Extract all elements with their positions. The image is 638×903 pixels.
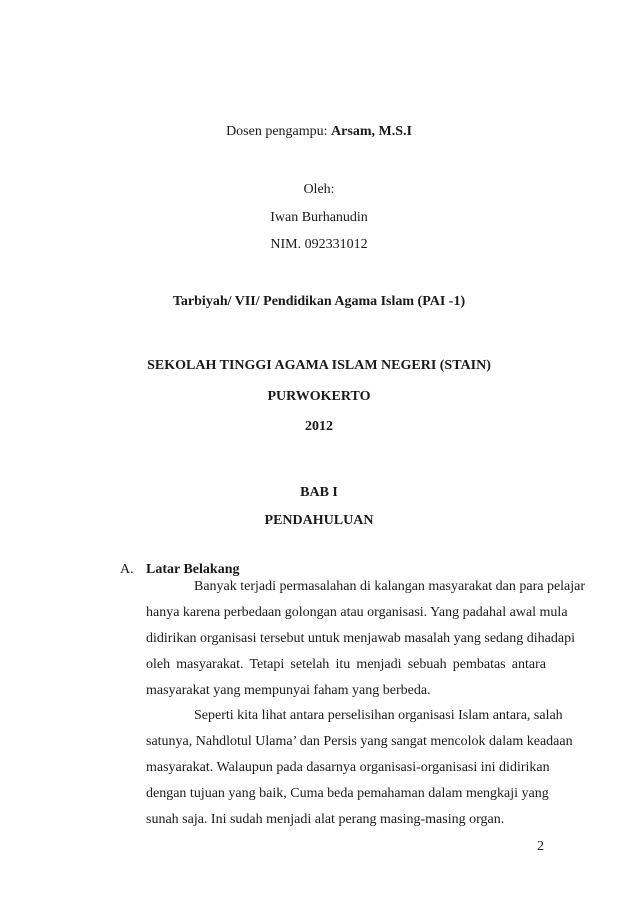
lecturer-line bbox=[0, 123, 638, 141]
lecturer-label: Dosen pengampu: bbox=[226, 124, 332, 139]
paragraph1-line-4: oleh masyarakat. Tetapi setelah itu menjadi sebuah pembatas antara bbox=[146, 657, 546, 672]
institution-name: SEKOLAH TINGGI AGAMA ISLAM NEGERI (STAIN) bbox=[147, 358, 491, 373]
program-line: Tarbiyah/ VII/ Pendidikan Agama Islam (PAI -1) bbox=[172, 294, 466, 309]
page-number: 2 bbox=[537, 839, 544, 854]
section-marker: A. bbox=[120, 562, 134, 577]
paragraph2-line-5: sunah saja. Ini sudah menjadi alat perang masing-masing organ. bbox=[146, 812, 505, 827]
author-name: Iwan Burhanudin bbox=[270, 210, 368, 225]
chapter-title: PENDAHULUAN bbox=[264, 513, 374, 528]
paragraph1-line-2: hanya karena perbedaan golongan atau organisasi. Yang padahal awal mula bbox=[146, 605, 568, 620]
section-heading: Latar Belakang bbox=[146, 562, 240, 577]
paragraph2-line-3: masyarakat. Walaupun pada dasarnya organisasi-organisasi ini didirikan bbox=[146, 760, 550, 775]
chapter-number: BAB I bbox=[300, 485, 338, 500]
paragraph2-line-2: satunya, Nahdlotul Ulama’ dan Persis yang sangat mencolok dalam keadaan bbox=[146, 734, 573, 749]
lecturer-name: Arsam, M.S.I bbox=[331, 124, 412, 139]
paragraph1-line-3: didirikan organisasi tersebut untuk menjawab masalah yang sedang dihadapi bbox=[146, 631, 575, 646]
cover-year: 2012 bbox=[305, 419, 333, 434]
institution-city: PURWOKERTO bbox=[267, 389, 371, 404]
paragraph2-line-1: Seperti kita lihat antara perselisihan organisasi Islam antara, salah bbox=[194, 708, 563, 723]
author-nim: NIM. 092331012 bbox=[270, 237, 368, 252]
by-label: Oleh: bbox=[303, 182, 335, 197]
paragraph1-line-1: Banyak terjadi permasalahan di kalangan masyarakat dan para pelajar bbox=[194, 579, 586, 594]
paragraph2-line-4: dengan tujuan yang baik, Cuma beda pemahaman dalam mengkaji yang bbox=[146, 786, 549, 801]
paragraph1-line-5: masyarakat yang mempunyai faham yang berbeda. bbox=[146, 683, 431, 698]
